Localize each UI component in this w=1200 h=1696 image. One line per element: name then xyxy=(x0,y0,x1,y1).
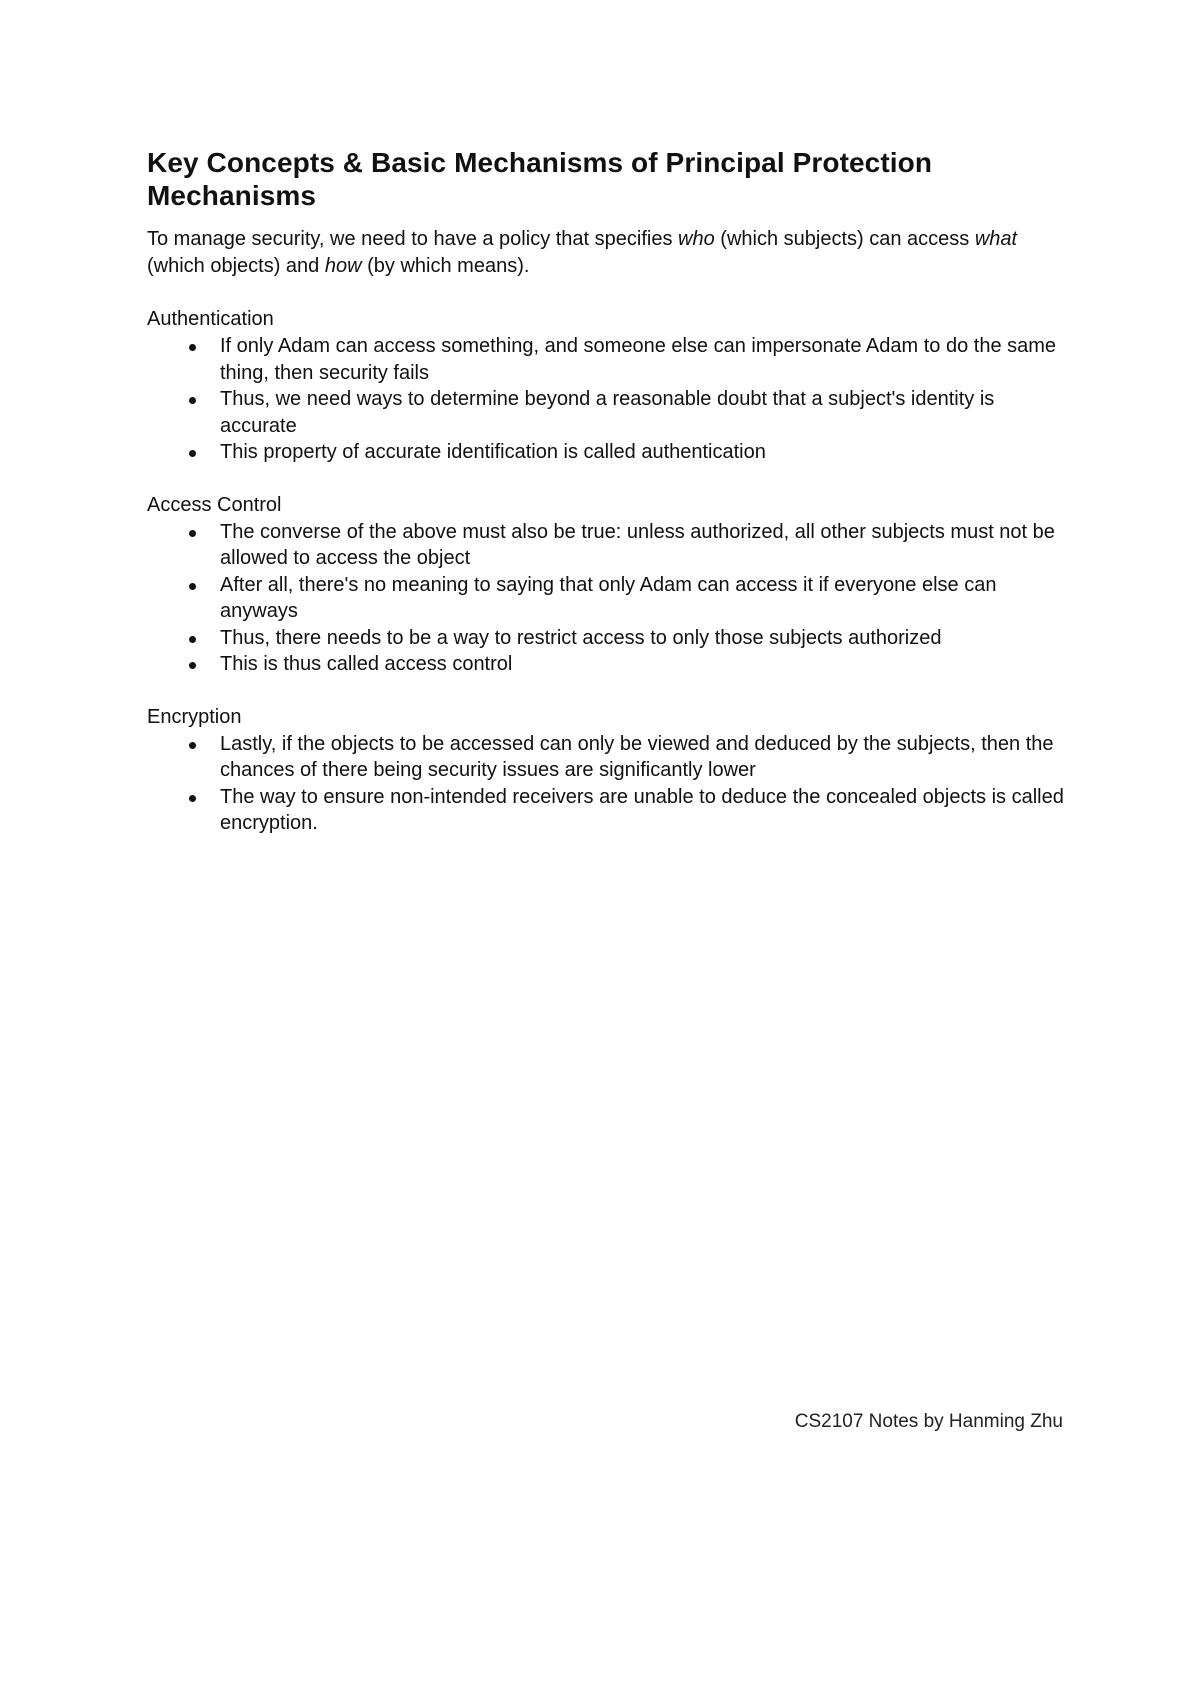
intro-text-3: (which objects) and xyxy=(147,255,325,277)
bullet-icon xyxy=(189,742,196,749)
list-item xyxy=(147,731,1067,784)
list-item xyxy=(147,572,1067,625)
bullet-icon xyxy=(189,530,196,537)
intro-emphasis-what: what xyxy=(974,228,1018,250)
intro-paragraph xyxy=(147,226,1067,280)
bullet-icon xyxy=(189,662,196,669)
intro-emphasis-who: who xyxy=(678,228,715,250)
list-item xyxy=(147,784,1067,837)
list-item xyxy=(147,625,1067,652)
list-item xyxy=(147,386,1067,439)
bullet-list-authentication xyxy=(147,333,1067,466)
bullet-list-encryption xyxy=(147,731,1067,837)
list-item-text: This is thus called access control xyxy=(220,653,513,675)
page-footer: CS2107 Notes by Hanming Zhu xyxy=(794,1411,1063,1432)
list-item xyxy=(147,651,1067,678)
section-access-control xyxy=(147,492,1067,678)
intro-emphasis-how: how xyxy=(324,255,362,277)
document-content xyxy=(147,146,1067,837)
list-item-text: The converse of the above must also be true: unless authorized, all other subjects must not be allowed to access the object xyxy=(220,520,1055,569)
list-item xyxy=(147,439,1067,466)
section-heading-access-control: Access Control xyxy=(147,493,282,516)
section-heading-authentication: Authentication xyxy=(147,308,274,330)
intro-text-4: (by which means). xyxy=(361,255,530,277)
list-item-text: Thus, we need ways to determine beyond a reasonable doubt that a subject's identity is accurate xyxy=(220,388,995,437)
page-title: Key Concepts & Basic Mechanisms of Principal Protection Mechanisms xyxy=(147,147,933,211)
bullet-icon xyxy=(189,583,196,590)
intro-text-2: (which subjects) can access xyxy=(714,228,975,250)
section-encryption xyxy=(147,704,1067,837)
bullet-icon xyxy=(189,795,196,802)
list-item-text: Lastly, if the objects to be accessed can only be viewed and deduced by the subjects, then the chances of there being security issues are significantly lower xyxy=(220,732,1054,781)
section-authentication xyxy=(147,306,1067,466)
list-item-text: This property of accurate identification is called authentication xyxy=(220,441,766,463)
list-item-text: After all, there's no meaning to saying that only Adam can access it if everyone else can anyways xyxy=(220,573,997,622)
bullet-icon xyxy=(189,397,196,404)
bullet-list-access-control xyxy=(147,519,1067,678)
list-item-text: Thus, there needs to be a way to restrict access to only those subjects authorized xyxy=(220,626,942,649)
list-item xyxy=(147,333,1067,386)
list-item-text: The way to ensure non-intended receivers are unable to deduce the concealed objects is called encryption. xyxy=(220,785,1064,834)
list-item xyxy=(147,519,1067,572)
section-heading-encryption: Encryption xyxy=(147,705,242,728)
list-item-text: If only Adam can access something, and someone else can impersonate Adam to do the same thing, then security fails xyxy=(220,335,1057,384)
bullet-icon xyxy=(189,450,196,457)
intro-text-1: To manage security, we need to have a policy that specifies xyxy=(147,228,679,250)
bullet-icon xyxy=(189,344,196,351)
bullet-icon xyxy=(189,636,196,643)
